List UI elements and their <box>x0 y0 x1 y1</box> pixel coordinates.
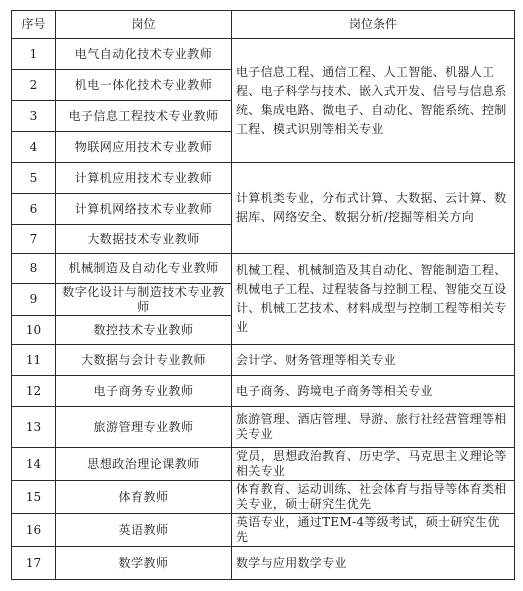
seq-cell: 15 <box>12 481 56 514</box>
table-row <box>12 163 515 194</box>
header-seq: 序号 <box>12 11 56 39</box>
seq-cell: 8 <box>12 254 56 284</box>
job-requirements-table <box>11 10 515 580</box>
requirement-cell-electronics: 电子信息工程、通信工程、人工智能、机器人工程、电子科学与技术、嵌入式开发、信号与信息系统、集成电路、微电子、自动化、智能系统、控制工程、模式识别等相关专业 <box>232 39 515 163</box>
header-requirement: 岗位条件 <box>232 11 515 39</box>
seq-cell: 12 <box>12 376 56 407</box>
seq-cell: 7 <box>12 225 56 254</box>
requirement-cell-mechanical: 机械工程、机械制造及其自动化、智能制造工程、机械电子工程、过程装备与控制工程、智能交互设计、机械工艺技术、材料成型与控制工程等相关专业 <box>232 254 515 345</box>
requirement-cell-computer: 计算机类专业，分布式计算、大数据、云计算、数据库、网络安全、数据分析/挖掘等相关方向 <box>232 163 515 254</box>
position-cell: 数学教师 <box>56 547 232 580</box>
position-cell: 体育教师 <box>56 481 232 514</box>
table-row <box>12 254 515 284</box>
header-position: 岗位 <box>56 11 232 39</box>
position-cell: 电子信息工程技术专业教师 <box>56 101 232 132</box>
table-row <box>12 376 515 407</box>
seq-cell: 4 <box>12 132 56 163</box>
position-cell: 机电一体化技术专业教师 <box>56 70 232 101</box>
position-cell: 英语教师 <box>56 514 232 547</box>
table-row <box>12 407 515 448</box>
position-cell: 物联网应用技术专业教师 <box>56 132 232 163</box>
seq-cell: 10 <box>12 316 56 345</box>
position-cell: 数字化设计与制造技术专业教师 <box>56 284 232 316</box>
position-cell: 大数据与会计专业教师 <box>56 345 232 376</box>
requirement-cell: 会计学、财务管理等相关专业 <box>232 345 515 376</box>
position-cell: 计算机应用技术专业教师 <box>56 163 232 194</box>
position-cell: 大数据技术专业教师 <box>56 225 232 254</box>
position-cell: 机械制造及自动化专业教师 <box>56 254 232 284</box>
requirement-cell: 党员，思想政治教育、历史学、马克思主义理论等相关专业 <box>232 448 515 481</box>
table-row <box>12 547 515 580</box>
seq-cell: 3 <box>12 101 56 132</box>
requirement-cell: 电子商务、跨境电子商务等相关专业 <box>232 376 515 407</box>
seq-cell: 16 <box>12 514 56 547</box>
requirement-cell: 体育教育、运动训练、社会体育与指导等体育类相关专业，硕士研究生优先 <box>232 481 515 514</box>
seq-cell: 14 <box>12 448 56 481</box>
seq-cell: 13 <box>12 407 56 448</box>
requirement-cell: 旅游管理、酒店管理、导游、旅行社经营管理等相关专业 <box>232 407 515 448</box>
seq-cell: 5 <box>12 163 56 194</box>
seq-cell: 17 <box>12 547 56 580</box>
seq-cell: 9 <box>12 284 56 316</box>
seq-cell: 2 <box>12 70 56 101</box>
table-row <box>12 481 515 514</box>
position-cell: 电气自动化技术专业教师 <box>56 39 232 70</box>
position-cell: 数控技术专业教师 <box>56 316 232 345</box>
table-row <box>12 345 515 376</box>
table-row <box>12 514 515 547</box>
position-cell: 电子商务专业教师 <box>56 376 232 407</box>
seq-cell: 11 <box>12 345 56 376</box>
table-row <box>12 39 515 70</box>
seq-cell: 1 <box>12 39 56 70</box>
header-row <box>12 11 515 39</box>
position-cell: 旅游管理专业教师 <box>56 407 232 448</box>
seq-cell: 6 <box>12 194 56 225</box>
position-cell: 思想政治理论课教师 <box>56 448 232 481</box>
table-row <box>12 448 515 481</box>
requirement-cell: 数学与应用数学专业 <box>232 547 515 580</box>
requirement-cell: 英语专业，通过TEM-4等级考试，硕士研究生优先 <box>232 514 515 547</box>
position-cell: 计算机网络技术专业教师 <box>56 194 232 225</box>
